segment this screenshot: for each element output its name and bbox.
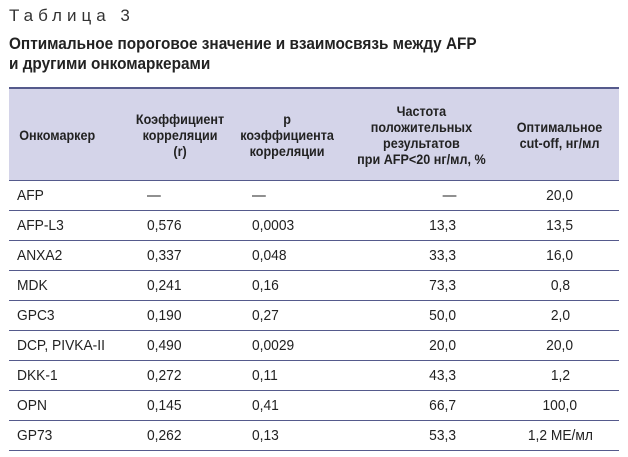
cell-correlation: 0,337 (127, 241, 231, 271)
cell-p-value: 0,11 (231, 361, 341, 391)
cell-marker: DCP, PIVKA-II (9, 331, 127, 361)
cell-p-value: 0,0003 (231, 211, 341, 241)
header-positive-frequency: Частота положительных результатов при AFP<20 нг/мл, % (356, 102, 486, 167)
cell-frequency: 43,3 (341, 361, 501, 391)
cell-frequency: 66,7 (341, 391, 501, 421)
cell-cutoff: 16,0 (501, 241, 619, 271)
header-marker: Онкомаркер (19, 126, 96, 143)
cell-marker: GPC3 (9, 301, 127, 331)
table-row (9, 301, 619, 331)
table-row (9, 271, 619, 301)
table-number-label: Таблица 3 (9, 6, 135, 25)
cell-cutoff: 1,2 МЕ/мл (501, 421, 619, 451)
cell-correlation: 0,490 (127, 331, 231, 361)
cell-marker: GP73 (9, 421, 127, 451)
cell-p-value: — (231, 181, 341, 211)
cell-cutoff: 1,2 (501, 361, 619, 391)
table-row (9, 391, 619, 421)
table-caption (9, 34, 567, 74)
cell-frequency: 73,3 (341, 271, 501, 301)
table-row (9, 241, 619, 271)
cell-p-value: 0,0029 (231, 331, 341, 361)
cell-cutoff: 2,0 (501, 301, 619, 331)
cell-correlation: 0,576 (127, 211, 231, 241)
cell-frequency: 20,0 (341, 331, 501, 361)
table-header-row (9, 88, 619, 181)
table-row (9, 421, 619, 451)
cell-correlation: 0,272 (127, 361, 231, 391)
cell-frequency: 13,3 (341, 211, 501, 241)
caption-line: и другими онкомаркерами (9, 55, 211, 73)
cell-cutoff: 20,0 (501, 181, 619, 211)
cell-marker: DKK-1 (9, 361, 127, 391)
cell-p-value: 0,13 (231, 421, 341, 451)
cell-marker: AFP (9, 181, 127, 211)
cell-p-value: 0,16 (231, 271, 341, 301)
cell-cutoff: 0,8 (501, 271, 619, 301)
table-row (9, 181, 619, 211)
cell-p-value: 0,27 (231, 301, 341, 331)
cell-cutoff: 13,5 (501, 211, 619, 241)
cell-correlation: — (127, 181, 231, 211)
header-cutoff: Оптимальное cut-off, нг/мл (517, 118, 603, 151)
cell-frequency: 53,3 (341, 421, 501, 451)
cell-correlation: 0,145 (127, 391, 231, 421)
caption-line: Оптимальное пороговое значение и взаимосвязь между AFP (9, 35, 477, 53)
cell-marker: AFP-L3 (9, 211, 127, 241)
cell-marker: OPN (9, 391, 127, 421)
cell-correlation: 0,262 (127, 421, 231, 451)
cell-correlation: 0,190 (127, 301, 231, 331)
cell-marker: ANXA2 (9, 241, 127, 271)
cell-cutoff: 20,0 (501, 331, 619, 361)
tumor-markers-table (9, 87, 619, 451)
cell-p-value: 0,41 (231, 391, 341, 421)
cell-p-value: 0,048 (231, 241, 341, 271)
cell-frequency: 33,3 (341, 241, 501, 271)
cell-correlation: 0,241 (127, 271, 231, 301)
table-row (9, 211, 619, 241)
cell-frequency: 50,0 (341, 301, 501, 331)
header-p-value: p коэффициента корреляции (240, 110, 334, 159)
cell-frequency: — (341, 181, 501, 211)
header-correlation: Коэффициент корреляции (r) (135, 110, 225, 159)
cell-marker: MDK (9, 271, 127, 301)
table-row (9, 361, 619, 391)
table-row (9, 331, 619, 361)
cell-cutoff: 100,0 (501, 391, 619, 421)
